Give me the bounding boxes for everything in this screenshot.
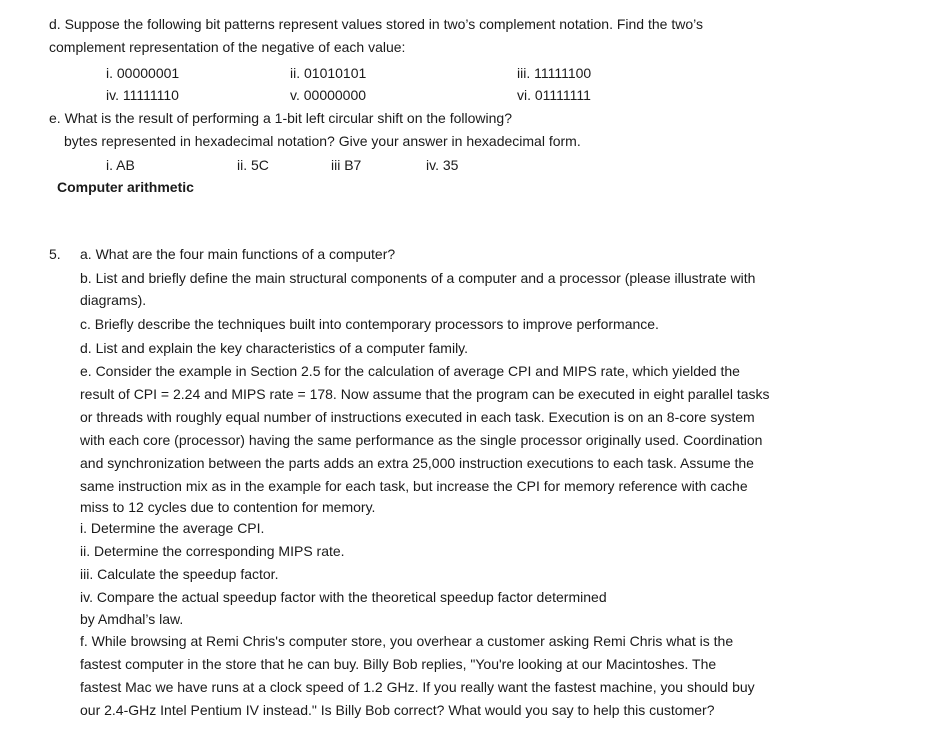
q5-line: d. List and explain the key characteristics of a computer family.	[80, 340, 469, 356]
part-e-item-ii: ii. 5C	[237, 157, 269, 173]
part-e-item-iv: iv. 35	[426, 157, 459, 173]
q5-line: c. Briefly describe the techniques built into contemporary processors to improve performance.	[80, 316, 659, 332]
part-d-item-i: i. 00000001	[106, 65, 180, 81]
question-number: 5.	[49, 246, 61, 262]
part-d-item-v: v. 00000000	[290, 87, 367, 103]
q5-line: i. Determine the average CPI.	[80, 520, 265, 536]
part-e-line-1: e. What is the result of performing a 1-bit left circular shift on the following?	[49, 110, 512, 126]
q5-line: our 2.4-GHz Intel Pentium IV instead." Is Billy Bob correct? What would you say to help this customer?	[80, 702, 715, 718]
q5-line: iv. Compare the actual speedup factor with the theoretical speedup factor determined	[80, 589, 607, 605]
q5-line: same instruction mix as in the example for each task, but increase the CPI for memory reference with cache	[80, 478, 748, 494]
q5-line: fastest Mac we have runs at a clock speed of 1.2 GHz. If you really want the fastest machine, you should buy	[80, 679, 755, 695]
q5-line: ii. Determine the corresponding MIPS rate.	[80, 543, 345, 559]
q5-line: or threads with roughly equal number of instructions executed in each task. Execution is on an 8-core system	[80, 409, 755, 425]
q5-line: iii. Calculate the speedup factor.	[80, 566, 279, 582]
part-e-item-i: i. AB	[106, 157, 135, 173]
section-heading: Computer arithmetic	[57, 179, 194, 195]
part-d-line-2: complement representation of the negative of each value:	[49, 39, 406, 55]
q5-line: fastest computer in the store that he can buy. Billy Bob replies, "You're looking at our Macintoshes. The	[80, 656, 717, 672]
q5-line: miss to 12 cycles due to contention for memory.	[80, 499, 376, 515]
part-d-item-ii: ii. 01010101	[290, 65, 367, 81]
q5-line: diagrams).	[80, 292, 147, 308]
q5-line: result of CPI = 2.24 and MIPS rate = 178. Now assume that the program can be executed in eight parallel tasks	[80, 386, 770, 402]
q5-line: by Amdhal’s law.	[80, 611, 184, 627]
part-d-item-iii: iii. 11111100	[517, 65, 592, 81]
q5-line: a. What are the four main functions of a computer?	[80, 246, 396, 262]
q5-line: with each core (processor) having the same performance as the single processor originally used. Coordination	[80, 432, 763, 448]
part-d-item-vi: vi. 01111111	[517, 87, 591, 103]
q5-line: e. Consider the example in Section 2.5 for the calculation of average CPI and MIPS rate, which yielded the	[80, 363, 740, 379]
q5-line: and synchronization between the parts adds an extra 25,000 instruction executions to each task. Assume the	[80, 455, 754, 471]
part-e-line-2: bytes represented in hexadecimal notation? Give your answer in hexadecimal form.	[64, 133, 581, 149]
q5-line: b. List and briefly define the main structural components of a computer and a processor (please illustrate with	[80, 270, 756, 286]
q5-line: f. While browsing at Remi Chris's computer store, you overhear a customer asking Remi Chris what is the	[80, 633, 734, 649]
part-d-item-iv: iv. 11111110	[106, 87, 179, 103]
part-d-line-1: d. Suppose the following bit patterns represent values stored in two’s complement notation. Find the two’s	[49, 16, 703, 32]
part-e-item-iii: iii B7	[331, 157, 362, 173]
